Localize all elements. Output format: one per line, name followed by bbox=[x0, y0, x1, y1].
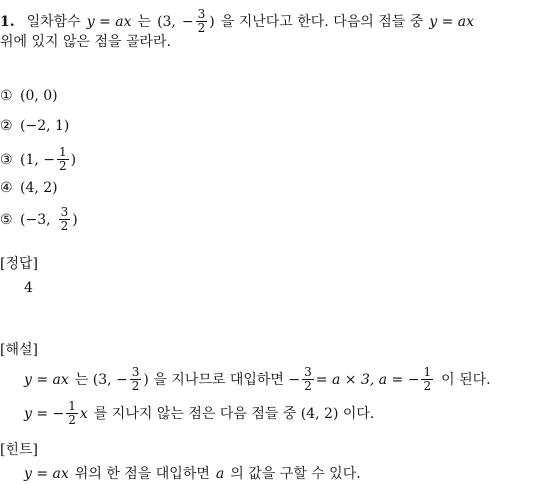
fraction-3-2 bbox=[302, 366, 314, 393]
hint-text: 의 값을 구할 수 있다. bbox=[230, 466, 361, 482]
fraction-denominator: 2 bbox=[423, 379, 432, 393]
function-expression: y = − bbox=[24, 405, 65, 422]
fraction-numerator: 3 bbox=[197, 7, 206, 21]
choice-1 bbox=[0, 86, 58, 106]
explanation-text: 이 된다. bbox=[441, 371, 491, 388]
explanation-equation: = a × 3, a = − bbox=[315, 371, 420, 388]
point-close: ) bbox=[209, 13, 215, 30]
question-text-1: 일차함수 bbox=[26, 13, 81, 30]
answer-label-line bbox=[0, 254, 38, 274]
function-expression: y = ax bbox=[24, 371, 69, 388]
fraction-1-2 bbox=[421, 366, 433, 393]
answer-value-line bbox=[24, 278, 33, 298]
fraction-denominator: 2 bbox=[131, 379, 140, 393]
fraction-1-2 bbox=[57, 146, 69, 173]
question-line-2 bbox=[0, 32, 171, 52]
point-open: (3, bbox=[157, 13, 176, 30]
function-expression: y = ax bbox=[86, 13, 132, 30]
variable-x: x bbox=[79, 405, 88, 422]
choice-marker: ④ bbox=[0, 180, 13, 196]
answer-label: [정답] bbox=[0, 256, 38, 272]
question-text-3: 을 지난다고 한다. 다음의 점들 중 bbox=[220, 13, 424, 30]
variable-a: a bbox=[215, 466, 225, 482]
fraction-numerator: 3 bbox=[304, 365, 312, 379]
explanation-label-line bbox=[0, 340, 38, 360]
hint-text: 위의 한 점을 대입하면 bbox=[74, 466, 210, 482]
fraction-3-2 bbox=[59, 206, 71, 233]
choice-text: (−3, bbox=[20, 211, 51, 228]
choice-5 bbox=[0, 206, 78, 233]
choice-marker: ② bbox=[0, 118, 13, 134]
explanation-line-2 bbox=[24, 400, 374, 427]
fraction-numerator: 1 bbox=[423, 365, 432, 379]
choice-marker: ① bbox=[0, 88, 13, 104]
fraction-denominator: 2 bbox=[304, 379, 312, 393]
fraction-denominator: 2 bbox=[197, 21, 206, 35]
fraction-1-2 bbox=[66, 400, 78, 427]
explanation-text: 를 지나지 않는 점은 다음 점들 중 (4, 2) 이다. bbox=[93, 405, 375, 422]
fraction-numerator: 3 bbox=[131, 365, 140, 379]
fraction-numerator: 1 bbox=[68, 399, 76, 413]
answer-value: 4 bbox=[24, 280, 33, 296]
choice-text: (−2, 1) bbox=[20, 118, 70, 134]
hint-line bbox=[24, 464, 361, 484]
explanation-line-1 bbox=[24, 366, 491, 393]
choice-text: (4, 2) bbox=[20, 180, 58, 196]
fraction-numerator: 3 bbox=[60, 205, 69, 219]
choice-marker: ⑤ bbox=[0, 211, 13, 228]
hint-label: [힌트] bbox=[0, 442, 38, 458]
hint-label-line bbox=[0, 440, 38, 460]
choice-text: (0, 0) bbox=[20, 88, 58, 104]
choice-marker: ③ bbox=[0, 151, 13, 168]
fraction-denominator: 2 bbox=[68, 413, 76, 427]
explanation-text: ) 을 지나므로 대입하면 − bbox=[143, 371, 301, 388]
function-expression-2: y = ax bbox=[429, 13, 475, 30]
function-expression: y = ax bbox=[24, 466, 69, 482]
question-number: 1. bbox=[0, 13, 15, 30]
choice-text-close: ) bbox=[72, 211, 78, 228]
choice-2 bbox=[0, 116, 69, 136]
question-text-line-2: 위에 있지 않은 점을 골라라. bbox=[0, 34, 172, 50]
question-line-1 bbox=[0, 8, 474, 35]
fraction-3-2 bbox=[196, 8, 208, 35]
minus-sign: − bbox=[181, 13, 194, 30]
choice-4 bbox=[0, 178, 58, 198]
choice-3 bbox=[0, 146, 76, 173]
fraction-denominator: 2 bbox=[59, 159, 67, 173]
fraction-3-2 bbox=[130, 366, 142, 393]
explanation-text: 는 (3, − bbox=[74, 371, 128, 388]
fraction-numerator: 1 bbox=[59, 145, 67, 159]
fraction-denominator: 2 bbox=[60, 219, 69, 233]
question-text-2: 는 bbox=[137, 13, 152, 30]
choice-text: (1, − bbox=[20, 151, 55, 168]
explanation-label: [해설] bbox=[0, 342, 38, 358]
choice-text-close: ) bbox=[70, 151, 77, 168]
